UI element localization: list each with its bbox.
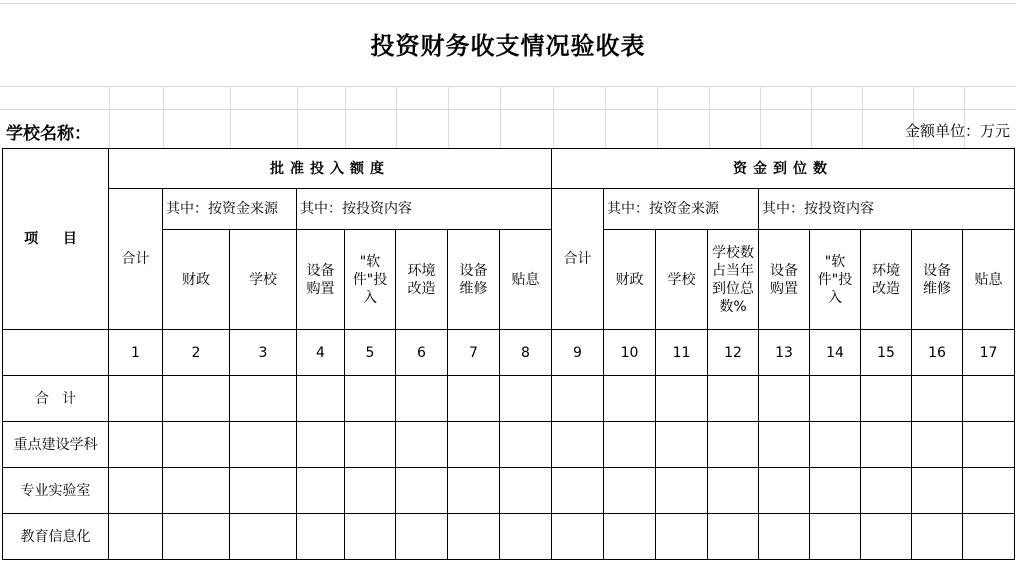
col-equipment-repair: 设备维修: [448, 230, 500, 330]
table-cell[interactable]: [230, 376, 297, 422]
table-cell[interactable]: [109, 376, 163, 422]
col-number: 15: [861, 330, 912, 376]
table-cell[interactable]: [759, 422, 810, 468]
table-cell[interactable]: [345, 376, 396, 422]
table-cell[interactable]: [604, 376, 656, 422]
table-cell[interactable]: [396, 514, 448, 560]
table-cell[interactable]: [708, 422, 759, 468]
table-cell[interactable]: [552, 376, 604, 422]
col-number: 6: [396, 330, 448, 376]
row-label-key-disciplines: 重点建设学科: [3, 422, 109, 468]
table-cell[interactable]: [500, 514, 552, 560]
col-environment-improvement: 环境改造: [396, 230, 448, 330]
col-finance: 财政: [604, 230, 656, 330]
table-cell[interactable]: [708, 468, 759, 514]
table-cell[interactable]: [912, 514, 963, 560]
table-cell[interactable]: [604, 422, 656, 468]
col-number: 10: [604, 330, 656, 376]
table-cell[interactable]: [297, 514, 345, 560]
table-cell[interactable]: [861, 468, 912, 514]
table-cell[interactable]: [163, 468, 230, 514]
table-cell[interactable]: [396, 468, 448, 514]
table-cell[interactable]: [656, 422, 708, 468]
col-school: 学校: [656, 230, 708, 330]
col-number: 1: [109, 330, 163, 376]
school-name-label: 学校名称：: [6, 124, 91, 144]
table-cell[interactable]: [396, 376, 448, 422]
acceptance-table: [2, 148, 1015, 560]
table-cell[interactable]: [297, 468, 345, 514]
table-cell[interactable]: [163, 514, 230, 560]
col-number: 13: [759, 330, 810, 376]
col-number: 9: [552, 330, 604, 376]
sheet-top-gridline: [0, 3, 1016, 4]
row-label-total: 合 计: [3, 376, 109, 422]
funds-source-header: 其中：按资金来源: [604, 189, 759, 230]
row-label-specialized-labs: 专业实验室: [3, 468, 109, 514]
table-cell[interactable]: [708, 514, 759, 560]
table-cell[interactable]: [604, 468, 656, 514]
table-cell[interactable]: [810, 376, 861, 422]
col-equipment-purchase: 设备购置: [759, 230, 810, 330]
table-cell[interactable]: [163, 422, 230, 468]
table-cell[interactable]: [448, 422, 500, 468]
table-row: [3, 514, 1015, 560]
number-row-label: [3, 330, 109, 376]
table-cell[interactable]: [963, 468, 1015, 514]
table-cell[interactable]: [448, 514, 500, 560]
table-row: [3, 376, 1015, 422]
col-school-ratio: 学校数占当年到位总数%: [708, 230, 759, 330]
table-cell[interactable]: [552, 422, 604, 468]
table-cell[interactable]: [109, 514, 163, 560]
page-title: 投资财务收支情况验收表: [370, 32, 646, 60]
table-cell[interactable]: [759, 514, 810, 560]
table-cell[interactable]: [500, 376, 552, 422]
table-cell[interactable]: [500, 422, 552, 468]
col-number: 2: [163, 330, 230, 376]
col-number: 16: [912, 330, 963, 376]
table-cell[interactable]: [810, 514, 861, 560]
col-number: 4: [297, 330, 345, 376]
col-interest-subsidy: 贴息: [500, 230, 552, 330]
table-cell[interactable]: [297, 376, 345, 422]
col-interest-subsidy: 贴息: [963, 230, 1015, 330]
table-cell[interactable]: [109, 422, 163, 468]
table-cell[interactable]: [500, 468, 552, 514]
table-cell[interactable]: [163, 376, 230, 422]
funds-total-header: 合计: [552, 189, 604, 330]
table-cell[interactable]: [861, 514, 912, 560]
table-cell[interactable]: [912, 468, 963, 514]
col-software-input: "软件"投入: [345, 230, 396, 330]
table-cell[interactable]: [448, 376, 500, 422]
table-cell[interactable]: [708, 376, 759, 422]
table-cell[interactable]: [861, 422, 912, 468]
table-cell[interactable]: [230, 468, 297, 514]
table-cell[interactable]: [396, 422, 448, 468]
table-cell[interactable]: [604, 514, 656, 560]
table-cell[interactable]: [345, 422, 396, 468]
table-cell[interactable]: [912, 376, 963, 422]
table-cell[interactable]: [810, 422, 861, 468]
col-equipment-purchase: 设备购置: [297, 230, 345, 330]
table-row: [3, 422, 1015, 468]
table-cell[interactable]: [230, 422, 297, 468]
col-school: 学校: [230, 230, 297, 330]
table-cell[interactable]: [109, 468, 163, 514]
table-cell[interactable]: [861, 376, 912, 422]
funds-content-header: 其中：按投资内容: [759, 189, 1015, 230]
col-equipment-repair: 设备维修: [912, 230, 963, 330]
amount-unit-label: 金额单位：万元: [904, 122, 1010, 140]
col-number: 7: [448, 330, 500, 376]
col-number: 3: [230, 330, 297, 376]
item-header: 项 目: [3, 149, 109, 330]
sheet-upper-cells: [0, 86, 1016, 148]
funds-arrived-header: 资金到位数: [552, 149, 1015, 189]
col-finance: 财政: [163, 230, 230, 330]
table-cell[interactable]: [810, 468, 861, 514]
col-software-input: "软件"投入: [810, 230, 861, 330]
col-number: 8: [500, 330, 552, 376]
table-cell[interactable]: [963, 514, 1015, 560]
table-cell[interactable]: [230, 514, 297, 560]
col-number: 5: [345, 330, 396, 376]
col-number: 11: [656, 330, 708, 376]
col-number: 14: [810, 330, 861, 376]
table-row: [3, 468, 1015, 514]
approved-total-header: 合计: [109, 189, 163, 330]
table-cell[interactable]: [656, 376, 708, 422]
table-cell[interactable]: [552, 468, 604, 514]
table-cell[interactable]: [912, 422, 963, 468]
table-cell[interactable]: [656, 514, 708, 560]
table-cell[interactable]: [448, 468, 500, 514]
col-number: 12: [708, 330, 759, 376]
table-cell[interactable]: [963, 422, 1015, 468]
table-cell[interactable]: [345, 514, 396, 560]
table-cell[interactable]: [656, 468, 708, 514]
approved-source-header: 其中：按资金来源: [163, 189, 297, 230]
col-number: 17: [963, 330, 1015, 376]
approved-amount-header: 批准投入额度: [109, 149, 552, 189]
table-cell[interactable]: [552, 514, 604, 560]
table-cell[interactable]: [963, 376, 1015, 422]
row-label-education-informatization: 教育信息化: [3, 514, 109, 560]
table-cell[interactable]: [759, 468, 810, 514]
approved-content-header: 其中：按投资内容: [297, 189, 552, 230]
table-cell[interactable]: [345, 468, 396, 514]
table-cell[interactable]: [759, 376, 810, 422]
col-environment-improvement: 环境改造: [861, 230, 912, 330]
table-cell[interactable]: [297, 422, 345, 468]
